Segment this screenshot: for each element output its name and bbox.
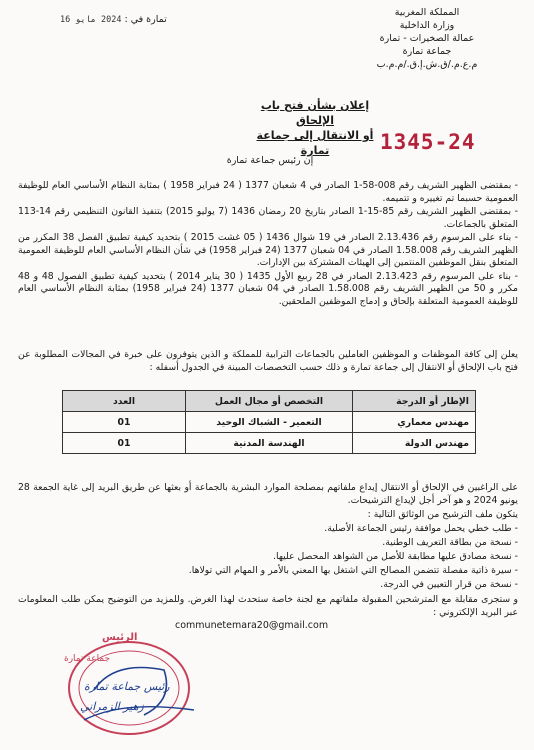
- cell-specialty: التعمير - الشباك الوحيد: [186, 412, 353, 433]
- column-header-specialty: التخصص أو مجال العمل: [186, 391, 353, 412]
- list-item: - نسخة من قرار التعيين في الدرجة.: [380, 579, 518, 590]
- paragraph: - بناء على المرسوم رقم 2.13.423 الصادر في 28 ربيع الأول 1435 ( 30 يناير 2014 ) بتحديد كيفية تطبيق الفصول 48 و 48 مكرر و 50 من الظهير الشريف رقم 1.58.008 الصادر في 04 شعبان 1377 (24 فبراير 1958) بمثابة النظام الأساسي العام للوظيفة العمومية المتعلقة بإلحاق و إدماج الموظفين الملحقين.: [18, 270, 519, 307]
- ministry-line: وزارة الداخلية: [399, 20, 455, 31]
- signature-title: الرئيس: [102, 632, 138, 643]
- cell-count: 01: [63, 433, 186, 454]
- list-item: - طلب خطي يحمل موافقة رئيس الجماعة الأصلية.: [324, 523, 518, 534]
- announcement-title: [250, 98, 380, 158]
- date-stamp: 2024 مايو 16: [60, 15, 122, 25]
- place-date-label: تمارة في :: [124, 14, 167, 25]
- header-date: [60, 14, 167, 25]
- paragraph: - بمقتضى الظهير الشريف رقم 008-58-1 الصادر في 4 شعبان 1377 ( 24 فبراير 1958 ) بمثابة النظام الأساسي العام للوظيفة العمومية حسبما تم تغييره و تتميمه.: [18, 180, 519, 204]
- department-code-line: م.ع.م./ق.ش.إ.ق./م.م.ب: [376, 59, 478, 70]
- title-line-2: أو الانتقال إلى جماعة تمارة: [256, 129, 374, 157]
- president-intro: إن رئيس جماعة تمارة: [226, 155, 314, 166]
- signature-name-line1: رئيس جماعة تمارة: [84, 680, 170, 693]
- list-item: - نسخة من بطاقة التعريف الوطنية.: [382, 537, 518, 548]
- column-header-grade: الإطار أو الدرجة: [353, 391, 476, 412]
- positions-table: [62, 390, 476, 454]
- cell-count: 01: [63, 412, 186, 433]
- title-line-1: إعلان بشأن فتح باب الإلحاق: [260, 99, 370, 127]
- prefecture-line: عمالة الصخيرات - تمارة: [379, 33, 475, 44]
- cell-grade: مهندس معماري: [353, 412, 476, 433]
- table-row: [63, 412, 476, 433]
- column-header-count: العدد: [63, 391, 186, 412]
- paragraph: - بمقتضى الظهير الشريف رقم 85-15-1 الصادر بتاريخ 20 رمضان 1436 (7 يوليو 2015) بتنفيذ القانون التنظيمي رقم 14-113 المتعلق بالجماعات.: [18, 206, 518, 230]
- closing-text: و ستجرى مقابلة مع المترشحين المقبولة ملفاتهم مع لجنة خاصة ستحدث لهذا الغرض. وللمزيد من التوضيح يمكن طلب المعلومات عبر البريد الإلكتروني :: [18, 594, 518, 618]
- cell-specialty: الهندسة المدنية: [186, 433, 353, 454]
- reference-number: 1345-24: [380, 130, 476, 154]
- announcement-text: يعلن إلى كافة الموظفات و الموظفين العاملين بالجماعات الترابية للمملكة و الذين يتوفرون على خبرة في المجالات المطلوبة عن فتح باب الإلحاق أو الانتقال إلى جماعة تمارة و ذلك حسب التخصصات المبينة في الجدول أسفله :: [18, 349, 518, 373]
- legal-basis: [18, 180, 518, 309]
- signature-name-line2: زهير الزمراني: [80, 700, 144, 713]
- list-item: - سيرة ذاتية مفصلة تتضمن المصالح التي اشتغل بها المعني بالأمر و المهام التي تولاها.: [188, 565, 518, 576]
- seal-text: جماعة تمارة: [64, 654, 111, 664]
- cell-grade: مهندس الدولة: [353, 433, 476, 454]
- documents-intro: يتكون ملف الترشيح من الوثائق التالية :: [367, 509, 518, 520]
- signature-block: [44, 630, 214, 740]
- table-header-row: [63, 391, 476, 412]
- contact-email: communetemara20@gmail.com: [175, 620, 329, 631]
- table-row: [63, 433, 476, 454]
- list-item: - نسخة مصادق عليها مطابقة للأصل من الشواهد المحصل عليها.: [273, 551, 518, 562]
- paragraph: - بناء على المرسوم رقم 2.13.436 الصادر في 19 شوال 1436 ( 05 غشت 2015 ) بتحديد كيفية تطبيق الفصل 38 المكرر من الظهير الشريف رقم 1.58.008 الصادر في 04 شعبان 1377 (24 فبراير 1958) في شأن النظام الأساسي العام للوظيفة العمومية المتعلق بنقل الموظفين المنتمين إلى الهيئات المشتركة بين الإدارات.: [18, 232, 518, 268]
- header-administration: [332, 6, 522, 71]
- commune-line: جماعة تمارة: [402, 46, 452, 57]
- instructions-text: على الراغبين في الإلحاق أو الانتقال إيداع ملفاتهم بمصلحة الموارد البشرية بالجماعة أو بعثها عن طريق البريد إلى غاية الجمعة 28 يونيو 2024 و هو آخر أجل لإيداع الترشيحات.: [18, 482, 518, 506]
- kingdom-line: المملكة المغربية: [394, 7, 460, 18]
- documents-list: [18, 508, 518, 592]
